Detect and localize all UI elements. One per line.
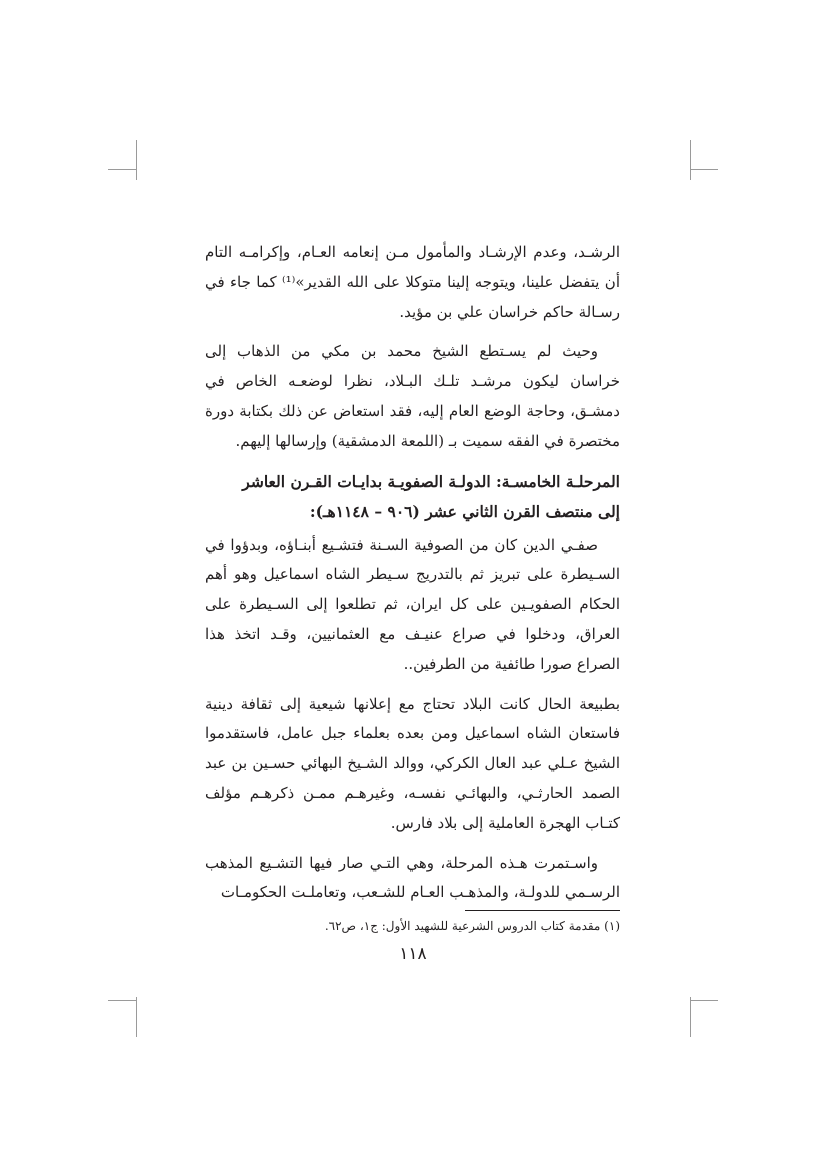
crop-mark [108,169,136,170]
paragraph-2: وحيث لم يسـتطع الشيخ محمد بن مكي من الذهاب إلى خراسان ليكون مرشـد تلـك البـلاد، نظرا لوضعـه الخاص في دمشـق، وحاجة الوضع العام إليه، فقد استعاض عن ذلك بكتابة دورة مختصرة في الفقه سميت بـ (اللمعة الدمشقية) وإرسالها إليهم. [205,342,620,450]
heading-line-2: إلى منتصف القرن الثاني عشر (٩٠٦ – ١١٤٨هـ): [309,501,620,521]
footnote: (١) مقدمة كتاب الدروس الشرعية للشهيد الأول: ج١، ص٦٢. [324,919,620,934]
crop-mark [690,169,718,170]
crop-mark [690,997,691,1037]
crop-mark [108,1000,136,1001]
crop-mark [690,1000,718,1001]
crop-mark [136,140,137,180]
footnote-divider [465,910,620,911]
paragraph-4: بطبيعة الحال كانت البلاد تحتاج مع إعلانها شيعية إلى ثقافة دينية فاستعان الشاه اسماعيل ومن بعده بعلماء جبل عامل، فاستقدموا الشيخ عـلي عبد العال الكركي، ووالد الشـيخ البهائي حسـين بن عبد الصمد الحارثـي، والبهائـي نفسـه، وغيرهـم ممـن ذكرهـم مؤلف كتـاب الهجرة العاملية إلى بلاد فارس. [205,694,620,832]
paragraph-3: صفـي الدين كان من الصوفية السـنة فتشـيع أبنـاؤه، وبدؤوا في السـيطرة على تبريز ثم بالتدريج سـيطر الشاه اسماعيل وهو أهم الحكام الصفويـين على كل ايران، ثم تطلعوا إلى السـيطرة على العراق، ودخلوا في صراع عنيـف مع العثمانيين، وقـد اتخذ هذا الصراع صورا طائفية من الطرفين.. [205,535,620,673]
heading-line-1: المرحلـة الخامسـة: الدولـة الصفويـة بدايـات القـرن العاشر [242,471,620,491]
page-number: ١١٨ [399,944,427,964]
page-body [205,238,620,935]
paragraph-5: واسـتمرت هـذه المرحلة، وهي التـي صار فيها التشـيع المذهب الرسـمي للدولـة، والمذهـب العـام للشـعب، وتعاملـت الحكومـات [205,853,620,902]
paragraph-1: الرشـد، وعدم الإرشـاد والمأمول مـن إنعامه العـام، وإكرامـه التام أن يتفضل علينا، ويتوجه إلينا متوكلا على الله القدير»⁽¹⁾ كما جاء في رسـالة حاكم خراسان علي بن مؤيد. [205,243,620,321]
crop-mark [690,140,691,180]
crop-mark [136,997,137,1037]
section-heading [205,467,620,527]
